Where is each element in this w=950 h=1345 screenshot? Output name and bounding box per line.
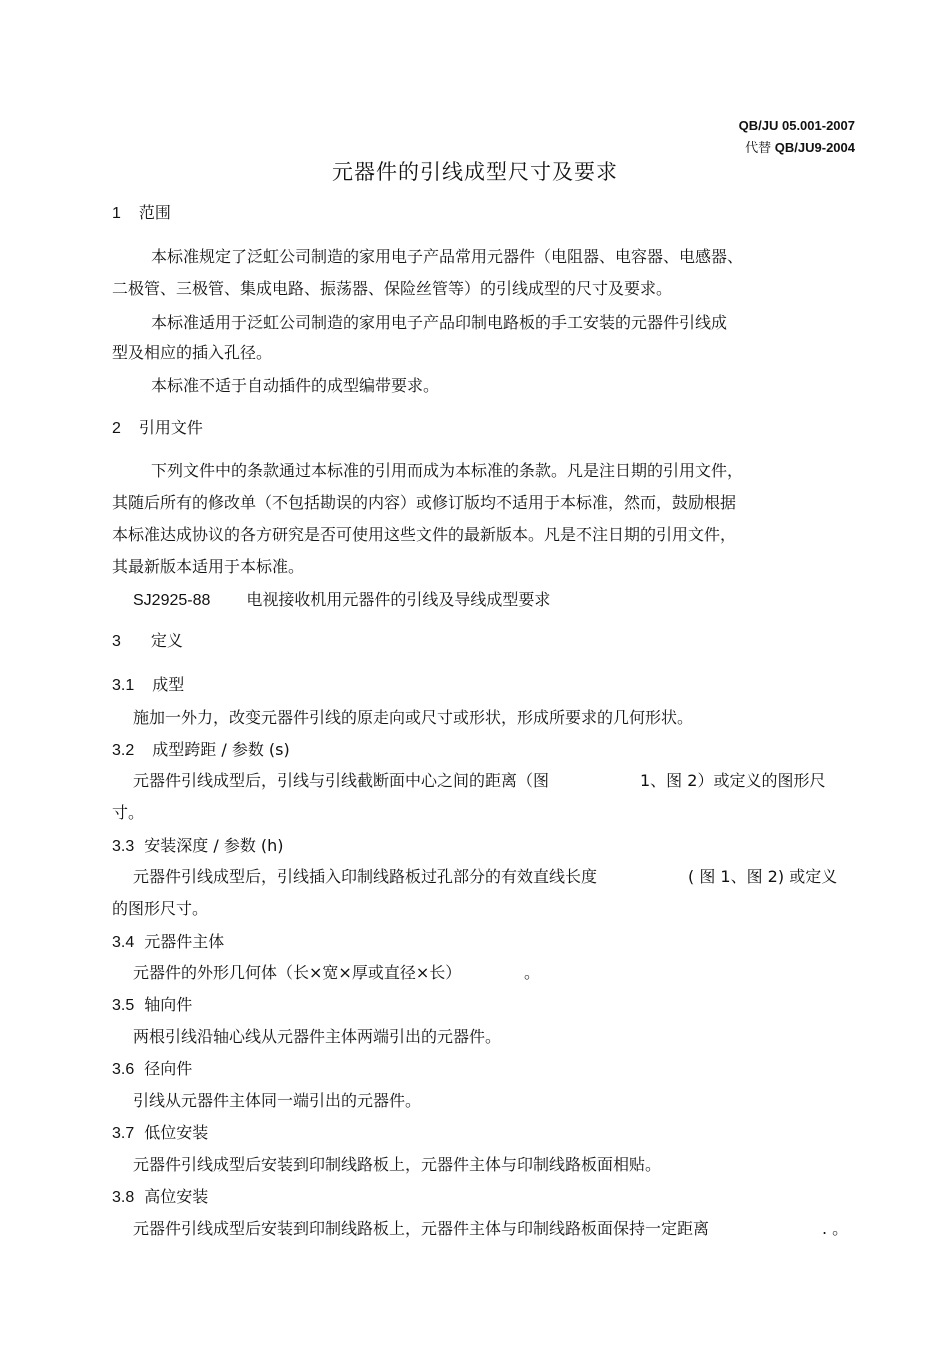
def-3-4-text-b: 。	[524, 963, 541, 982]
section-2-heading: 2 引用文件	[112, 418, 203, 437]
s2-para1-line3: 本标准达成协议的各方研究是否可使用这些文件的最新版本。凡是不注日期的引用文件，	[112, 525, 737, 544]
def-3-7-text: 元器件引线成型后安装到印制线路板上，元器件主体与印制线路板面相贴。	[133, 1155, 662, 1174]
def-3-5-heading: 3.5 轴向件	[112, 995, 193, 1014]
section-1-heading: 1 范围	[112, 203, 171, 222]
s1-para1-line1: 本标准规定了泛虹公司制造的家用电子产品常用元器件（电阻器、电容器、电感器、	[151, 247, 744, 266]
def-3-6-heading: 3.6 径向件	[112, 1059, 193, 1078]
def-3-6-text: 引线从元器件主体同一端引出的元器件。	[133, 1091, 422, 1110]
def-3-3-text-a: 元器件引线成型后，引线插入印制线路板过孔部分的有效直线长度	[133, 867, 598, 886]
s1-para2-line2: 型及相应的插入孔径。	[112, 343, 273, 362]
reference-entry	[133, 590, 550, 611]
def-3-8-heading: 3.8 高位安装	[112, 1187, 209, 1206]
def-3-8-text-a: 元器件引线成型后安装到印制线路板上，元器件主体与印制线路板面保持一定距离	[133, 1219, 710, 1238]
def-3-2-text-c: 寸。	[112, 803, 145, 822]
def-3-3-text-b: ( 图 1、图 2) 或定义	[688, 867, 838, 886]
s1-para1-line2: 二极管、三极管、集成电路、振荡器、保险丝管等）的引线成型的尺寸及要求。	[112, 279, 673, 298]
def-3-1-text: 施加一外力，改变元器件引线的原走向或尺寸或形状，形成所要求的几何形状。	[133, 708, 694, 727]
s1-para3: 本标准不适于自动插件的成型编带要求。	[151, 376, 440, 395]
section-3-heading: 3 定义	[112, 631, 183, 650]
replaced-code: QB/JU9-2004	[774, 140, 855, 155]
def-3-2-heading: 3.2 成型跨距 / 参数 (s)	[112, 740, 290, 759]
def-3-4-heading: 3.4 元器件主体	[112, 932, 225, 951]
s2-para1-line1: 下列文件中的条款通过本标准的引用而成为本标准的条款。凡是注日期的引用文件，	[151, 461, 744, 480]
document-title: 元器件的引线成型尺寸及要求	[332, 160, 618, 184]
s2-para1-line4: 其最新版本适用于本标准。	[112, 557, 305, 576]
reference-code: SJ2925-88	[133, 592, 211, 609]
def-3-4-text-a: 元器件的外形几何体（长×宽×厚或直径×长）	[133, 963, 462, 982]
def-3-2-text-a: 元器件引线成型后，引线与引线截断面中心之间的距离（图	[133, 771, 550, 790]
def-3-3-heading: 3.3 安装深度 / 参数 (h)	[112, 836, 284, 855]
def-3-8-text-b: . 。	[822, 1219, 849, 1238]
s1-para2-line1: 本标准适用于泛虹公司制造的家用电子产品印制电路板的手工安装的元器件引线成	[151, 313, 728, 332]
def-3-2-text-b: 1、图 2）或定义的图形尺	[640, 771, 826, 790]
replaces-label: 代替	[745, 140, 772, 155]
def-3-1-heading: 3.1 成型	[112, 675, 185, 694]
replaces-line	[745, 137, 855, 156]
def-3-3-text-c: 的图形尺寸。	[112, 899, 209, 918]
s2-para1-line2: 其随后所有的修改单（不包括勘误的内容）或修订版均不适用于本标准，然而，鼓励根据	[112, 493, 737, 512]
def-3-7-heading: 3.7 低位安装	[112, 1123, 209, 1142]
standard-code: QB/JU 05.001-2007	[738, 118, 855, 133]
def-3-5-text: 两根引线沿轴心线从元器件主体两端引出的元器件。	[133, 1027, 502, 1046]
reference-title: 电视接收机用元器件的引线及导线成型要求	[246, 590, 551, 609]
